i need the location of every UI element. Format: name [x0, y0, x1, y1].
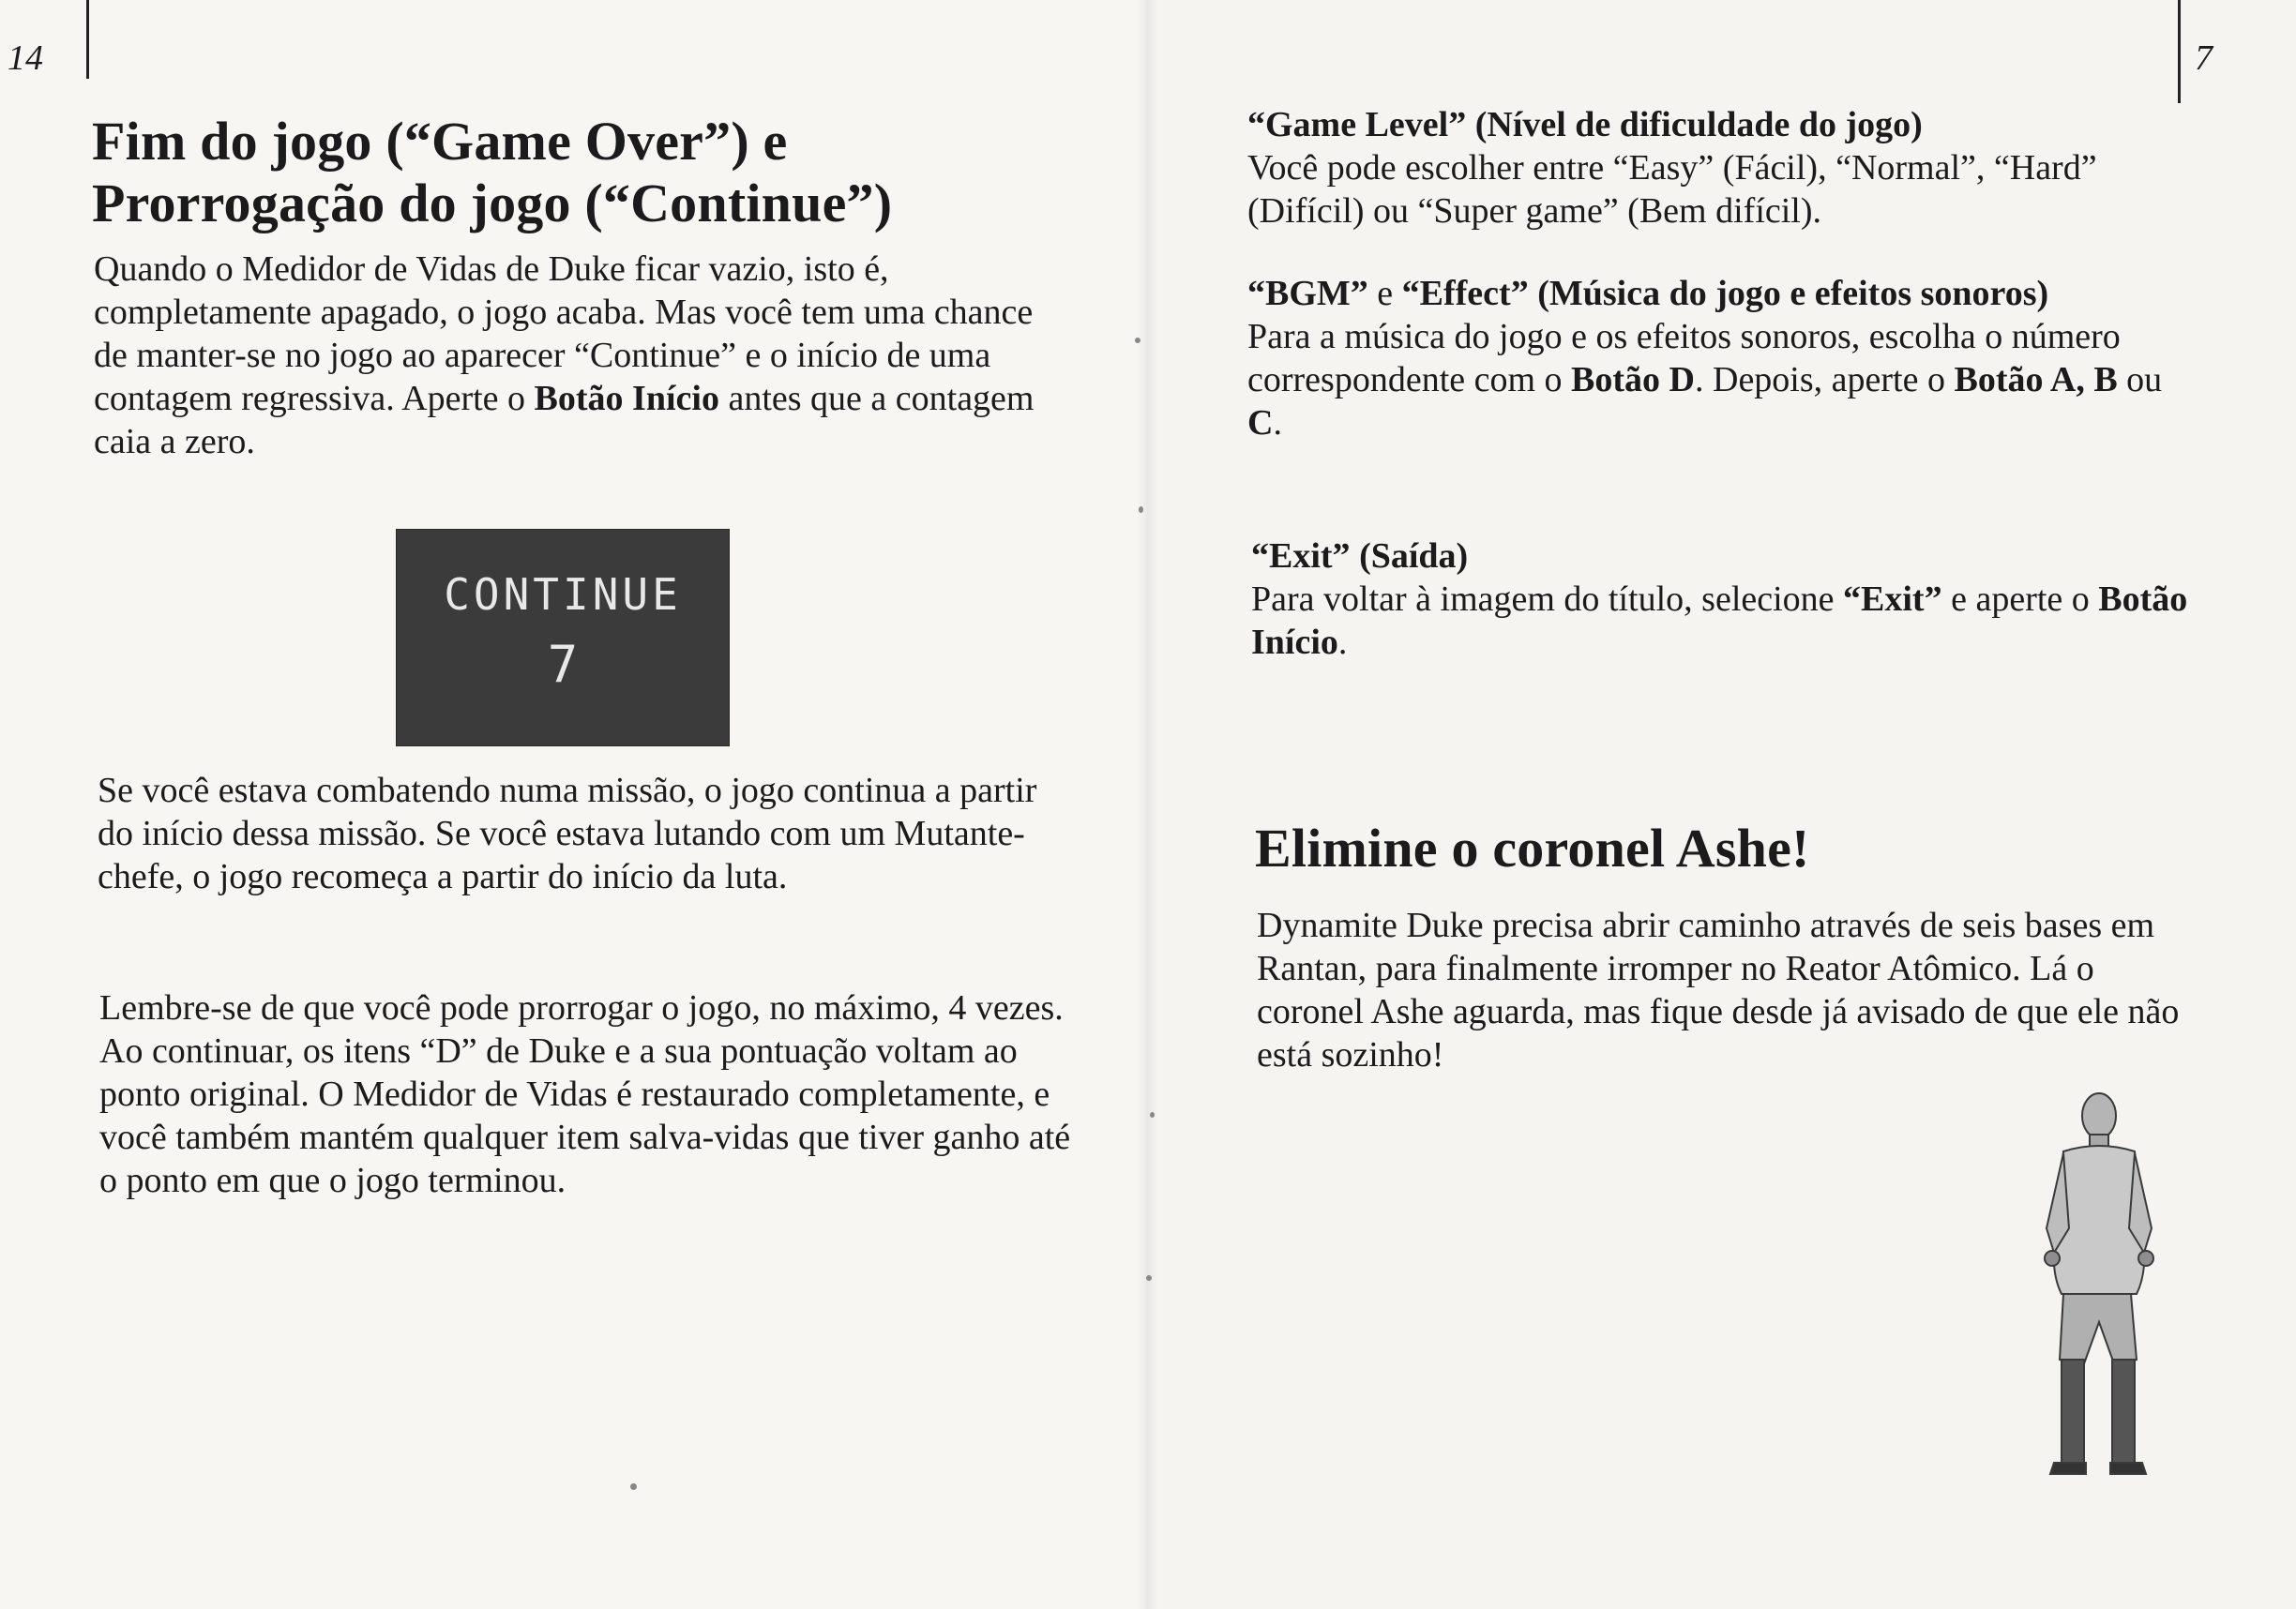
mission-continue-paragraph	[98, 769, 1064, 898]
game-level-section	[1247, 103, 2204, 233]
exit-section	[1251, 534, 2189, 664]
exit-heading: “Exit”	[1251, 536, 1351, 576]
left-title-line2: Prorrogação do jogo (“Continue”)	[92, 173, 893, 233]
bgm-heading: “BGM”	[1247, 274, 1368, 313]
bgm-body-button-ab: Botão A, B	[1954, 360, 2118, 399]
bgm-body-c: ou	[2117, 360, 2163, 399]
start-button-bold: Botão Início	[534, 379, 719, 418]
effect-heading: “Effect”	[1401, 274, 1529, 313]
bgm-body-button-d: Botão D	[1571, 360, 1695, 399]
right-page-number: 7	[2195, 38, 2213, 78]
exit-body-exit: “Exit”	[1843, 579, 1942, 619]
scan-speck	[1139, 506, 1143, 513]
game-over-paragraph	[94, 248, 1050, 463]
bgm-body-a: Para a música do jogo e os efeitos sonoros, escolha o número correspondente com o	[1247, 317, 2121, 399]
game-level-heading-desc: (Nível de dificuldade do jogo)	[1466, 105, 1923, 144]
continue-limit-text: Lembre-se de que você pode prorrogar o jogo, no máximo, 4 vezes. Ao continuar, os itens “D” de Duke e a sua pontuação voltam ao ponto original. O Medidor de Vidas é restaurado completamente, e você também mantém qualquer item salva-vidas que tiver ganho até o ponto em que o jogo terminou.	[99, 988, 1071, 1200]
game-over-text-b: antes que a contagem caia a zero.	[94, 379, 1035, 461]
exit-heading-desc: (Saída)	[1350, 536, 1469, 576]
game-over-text-a: Quando o Medidor de Vidas de Duke ficar vazio, isto é, completamente apagado, o jogo acaba. Mas você tem uma chance de manter-se no jogo ao aparecer “Continue” e o início de uma contagem regressiva. Aperte o	[94, 249, 1034, 418]
mission-continue-text: Se você estava combatendo numa missão, o jogo continua a partir do início dessa missão. Se você estava lutando com um Mutante-chefe, o jogo recomeça a partir do início da luta.	[98, 771, 1037, 896]
left-title-line1: Fim do jogo (“Game Over”) e	[92, 111, 788, 172]
left-page-corner-rule	[86, 0, 89, 79]
continue-limit-paragraph	[99, 986, 1075, 1202]
game-level-body: Você pode escolher entre “Easy” (Fácil), “Normal”, “Hard” (Difícil) ou “Super game” (Bem difícil).	[1247, 148, 2097, 231]
continue-screen-text: CONTINUE	[444, 569, 682, 620]
bgm-effect-section	[1247, 272, 2204, 444]
bgm-body-button-c: C	[1247, 403, 1274, 443]
scan-speck	[1135, 338, 1140, 343]
continue-countdown: 7	[547, 635, 579, 694]
eliminate-ashe-title: Elimine o coronel Ashe!	[1255, 818, 1810, 879]
bgm-body-d: .	[1273, 403, 1282, 443]
bgm-body-b: . Depois, aperte o	[1695, 360, 1955, 399]
right-page-title	[1255, 818, 2193, 880]
scan-speck	[630, 1483, 637, 1490]
scan-speck	[1146, 1275, 1152, 1281]
continue-screenshot	[396, 529, 730, 746]
bgm-heading-and: e	[1367, 274, 1402, 313]
right-page-corner-rule	[2178, 0, 2181, 103]
exit-body-a: Para voltar à imagem do título, selecione	[1251, 579, 1844, 619]
story-paragraph	[1257, 904, 2195, 1076]
left-page-number: 14	[8, 38, 43, 78]
story-text: Dynamite Duke precisa abrir caminho através de seis bases em Rantan, para finalmente irromper no Reator Atômico. Lá o coronel Ashe aguarda, mas fique desde já avisado de que ele não está sozinho!	[1257, 906, 2180, 1075]
colonel-ashe-illustration	[2026, 1088, 2167, 1481]
exit-body-b: e aperte o	[1941, 579, 2099, 619]
exit-body-start-button: Botão Início	[1251, 579, 2188, 662]
exit-body-c: .	[1337, 623, 1348, 662]
scan-speck	[1150, 1112, 1155, 1118]
page-gutter	[1137, 0, 1157, 1609]
left-page-title	[92, 111, 1124, 234]
game-level-heading: “Game Level”	[1247, 105, 1467, 144]
bgm-effect-heading-desc: (Música do jogo e efeitos sonoros)	[1528, 274, 2049, 313]
